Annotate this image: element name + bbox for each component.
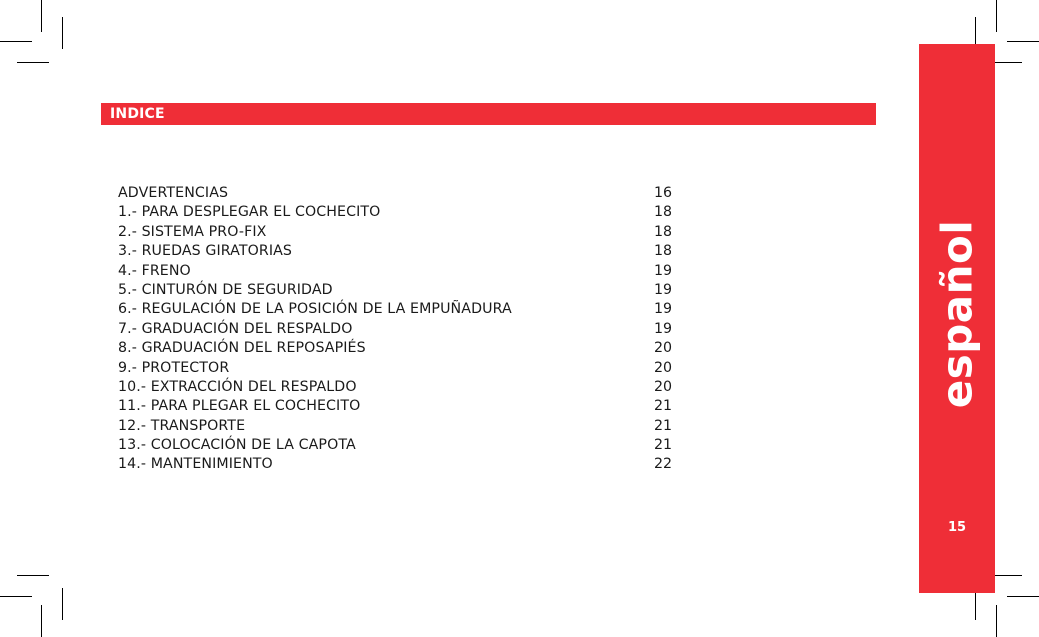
toc-entry-page: 20 xyxy=(653,378,672,395)
toc-entry-title: 14.- MANTENIMIENTO xyxy=(118,456,273,473)
toc-entry-title: 2.- SISTEMA PRO-FIX xyxy=(118,223,267,240)
toc-entry-title: ADVERTENCIAS xyxy=(118,185,229,201)
toc-entry-page: 18 xyxy=(653,223,672,240)
toc-entry[interactable] xyxy=(118,359,672,378)
toc-entry-title: 9.- PROTECTOR xyxy=(118,359,230,376)
toc-entry-page: 19 xyxy=(653,281,672,298)
crop-mark xyxy=(41,0,42,32)
crop-mark xyxy=(1007,596,1039,597)
section-header-bar xyxy=(101,103,876,125)
crop-mark xyxy=(1007,41,1039,42)
toc-entry-title: 10.- EXTRACCIÓN DEL RESPALDO xyxy=(118,378,357,395)
toc-entry[interactable] xyxy=(118,281,672,300)
toc-entry[interactable] xyxy=(118,223,672,242)
toc-entry-page: 21 xyxy=(653,417,672,434)
toc-entry-title: 1.- PARA DESPLEGAR EL COCHECITO xyxy=(118,204,381,221)
toc-entry[interactable] xyxy=(118,417,672,436)
language-label: español xyxy=(932,219,982,409)
toc-entry[interactable] xyxy=(118,242,672,261)
table-of-contents xyxy=(118,184,672,475)
toc-entry[interactable] xyxy=(118,397,672,416)
page-number: 15 xyxy=(947,520,967,535)
toc-entry[interactable] xyxy=(118,184,672,203)
crop-mark xyxy=(996,0,997,32)
crop-mark xyxy=(41,605,42,637)
crop-mark xyxy=(0,596,32,597)
toc-entry[interactable] xyxy=(118,320,672,339)
crop-mark xyxy=(62,17,63,49)
toc-entry-page: 21 xyxy=(653,437,672,454)
toc-entry[interactable] xyxy=(118,203,672,222)
toc-entry[interactable] xyxy=(118,262,672,281)
toc-entry-title: 5.- CINTURÓN DE SEGURIDAD xyxy=(118,281,333,298)
toc-entry-title: 3.- RUEDAS GIRATORIAS xyxy=(118,243,293,260)
toc-entry-page: 18 xyxy=(653,243,672,260)
toc-entry-page: 22 xyxy=(653,456,672,473)
toc-entry-page: 19 xyxy=(653,320,672,337)
toc-entry-page: 20 xyxy=(653,359,672,376)
toc-entry-page: 16 xyxy=(653,185,672,201)
language-side-tab xyxy=(919,44,995,593)
section-title: INDICE xyxy=(110,106,165,122)
toc-entry-page: 19 xyxy=(653,301,672,318)
toc-entry[interactable] xyxy=(118,339,672,358)
crop-mark xyxy=(0,41,32,42)
toc-entry[interactable] xyxy=(118,378,672,397)
crop-mark xyxy=(17,575,49,576)
toc-entry-title: 7.- GRADUACIÓN DEL RESPALDO xyxy=(118,320,353,337)
toc-entry-page: 18 xyxy=(653,204,672,221)
toc-entry[interactable] xyxy=(118,455,672,474)
toc-entry-title: 8.- GRADUACIÓN DEL REPOSAPIÉS xyxy=(118,340,366,357)
crop-mark xyxy=(17,62,49,63)
toc-entry-page: 20 xyxy=(653,340,672,357)
toc-entry-page: 19 xyxy=(653,262,672,279)
toc-entry-title: 13.- COLOCACIÓN DE LA CAPOTA xyxy=(118,437,356,454)
crop-mark xyxy=(996,605,997,637)
toc-entry-title: 11.- PARA PLEGAR EL COCHECITO xyxy=(118,398,361,415)
crop-mark xyxy=(62,588,63,620)
toc-entry[interactable] xyxy=(118,436,672,455)
toc-entry-page: 21 xyxy=(653,398,672,415)
toc-entry-title: 6.- REGULACIÓN DE LA POSICIÓN DE LA EMPUÑADURA xyxy=(118,301,512,318)
toc-entry-title: 4.- FRENO xyxy=(118,262,191,279)
toc-entry[interactable] xyxy=(118,300,672,319)
toc-entry-title: 12.- TRANSPORTE xyxy=(118,417,246,434)
